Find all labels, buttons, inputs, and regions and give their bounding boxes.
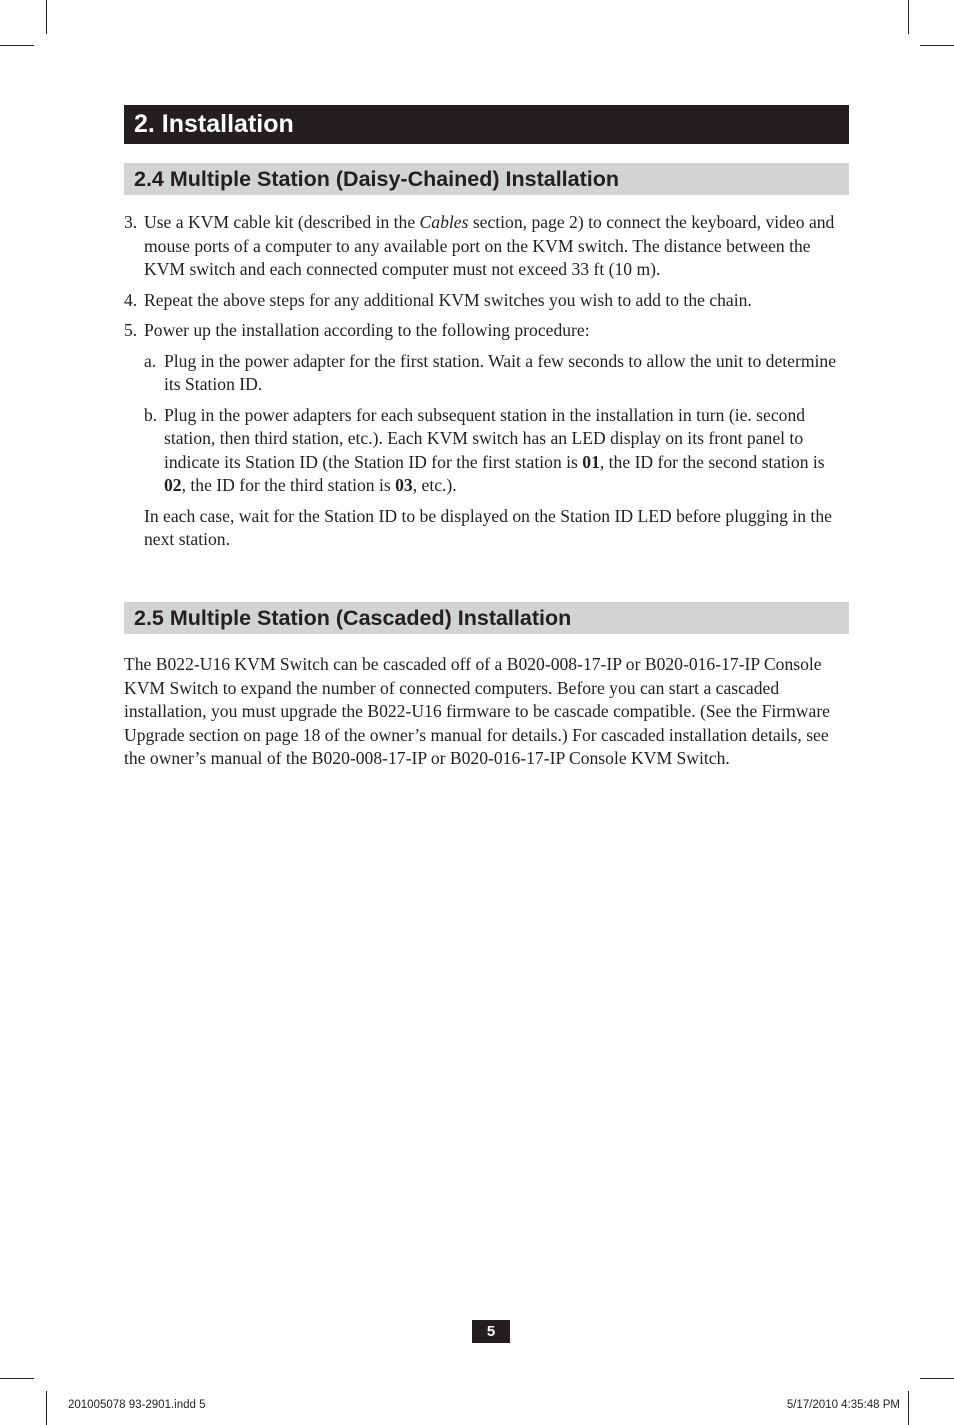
- crop-mark: [908, 1391, 909, 1425]
- slug-filename: 201005078 93-2901.indd 5: [68, 1399, 206, 1411]
- crop-mark: [0, 1378, 34, 1379]
- crop-mark: [920, 45, 954, 46]
- crop-mark: [920, 1378, 954, 1379]
- list-number: 4.: [124, 289, 138, 310]
- sub-text: , the ID for the third station is: [181, 475, 396, 495]
- note-paragraph: In each case, wait for the Station ID to be displayed on the Station ID LED before plugging in the next station.: [144, 505, 832, 549]
- subsection-title-2-4: 2.4 Multiple Station (Daisy-Chained) Installation: [124, 163, 849, 195]
- sub-text: Plug in the power adapters for each subsequent station in the installation in turn (ie. second station, then third station, etc.). Each KVM switch has an LED display on its front panel to indicate its Station ID (the Station ID for the first station is: [164, 404, 806, 472]
- subsection-2-4-body: [124, 211, 849, 552]
- step-text: Repeat the above steps for any additional KVM switches you wish to add to the chain.: [144, 289, 752, 310]
- step-text: section, page 2) to connect the keyboard, video and mouse ports of a computer to any available port on the KVM switch. The distance between the KVM switch and each connected computer must not exceed 33 ft (10 m).: [144, 212, 835, 279]
- step-text: Use a KVM cable kit (described in the: [144, 212, 420, 232]
- sub-text: , etc.).: [412, 475, 457, 495]
- station-id-03: 03: [395, 475, 413, 495]
- step-text: Power up the installation according to the following procedure:: [144, 320, 590, 340]
- list-item-step-5: [124, 319, 849, 343]
- subsection-title-2-5: 2.5 Multiple Station (Cascaded) Installation: [124, 602, 849, 634]
- step-emphasis: Cables: [419, 212, 469, 232]
- list-number: 5.: [124, 320, 138, 340]
- list-letter: a.: [144, 350, 157, 371]
- slug-datetime: 5/17/2010 4:35:48 PM: [786, 1399, 900, 1411]
- page-number: 5: [472, 1320, 510, 1343]
- section-title: 2. Installation: [124, 105, 849, 144]
- crop-mark: [0, 45, 34, 46]
- list-item-step-4: [124, 289, 849, 313]
- station-id-02: 02: [164, 475, 182, 495]
- sub-text: , the ID for the second station is: [599, 451, 825, 472]
- list-letter: b.: [144, 404, 158, 425]
- crop-mark: [908, 0, 909, 34]
- station-id-01: 01: [582, 451, 600, 472]
- list-item-step-3: [124, 211, 849, 282]
- sub-item-a: [124, 350, 849, 397]
- crop-mark: [46, 0, 47, 34]
- sub-text: Plug in the power adapter for the first station. Wait a few seconds to allow the unit to determine its Station ID.: [164, 350, 837, 394]
- list-number: 3.: [124, 212, 138, 232]
- crop-mark: [46, 1391, 47, 1425]
- subsection-2-5-paragraph: The B022-U16 KVM Switch can be cascaded off of a B020-008-17-IP or B020-016-17-IP Console KVM Switch to expand the number of connected computers. Before you can start a cascaded installation, you must upgrade the B022-U16 firmware to be cascade compatible. (See the Firmware Upgrade section on page 18 of the owner’s manual for details.) For cascaded installation details, see the owner’s manual of the B020-008-17-IP or B020-016-17-IP Console KVM Switch.: [124, 654, 830, 768]
- sub-item-b: [124, 404, 849, 498]
